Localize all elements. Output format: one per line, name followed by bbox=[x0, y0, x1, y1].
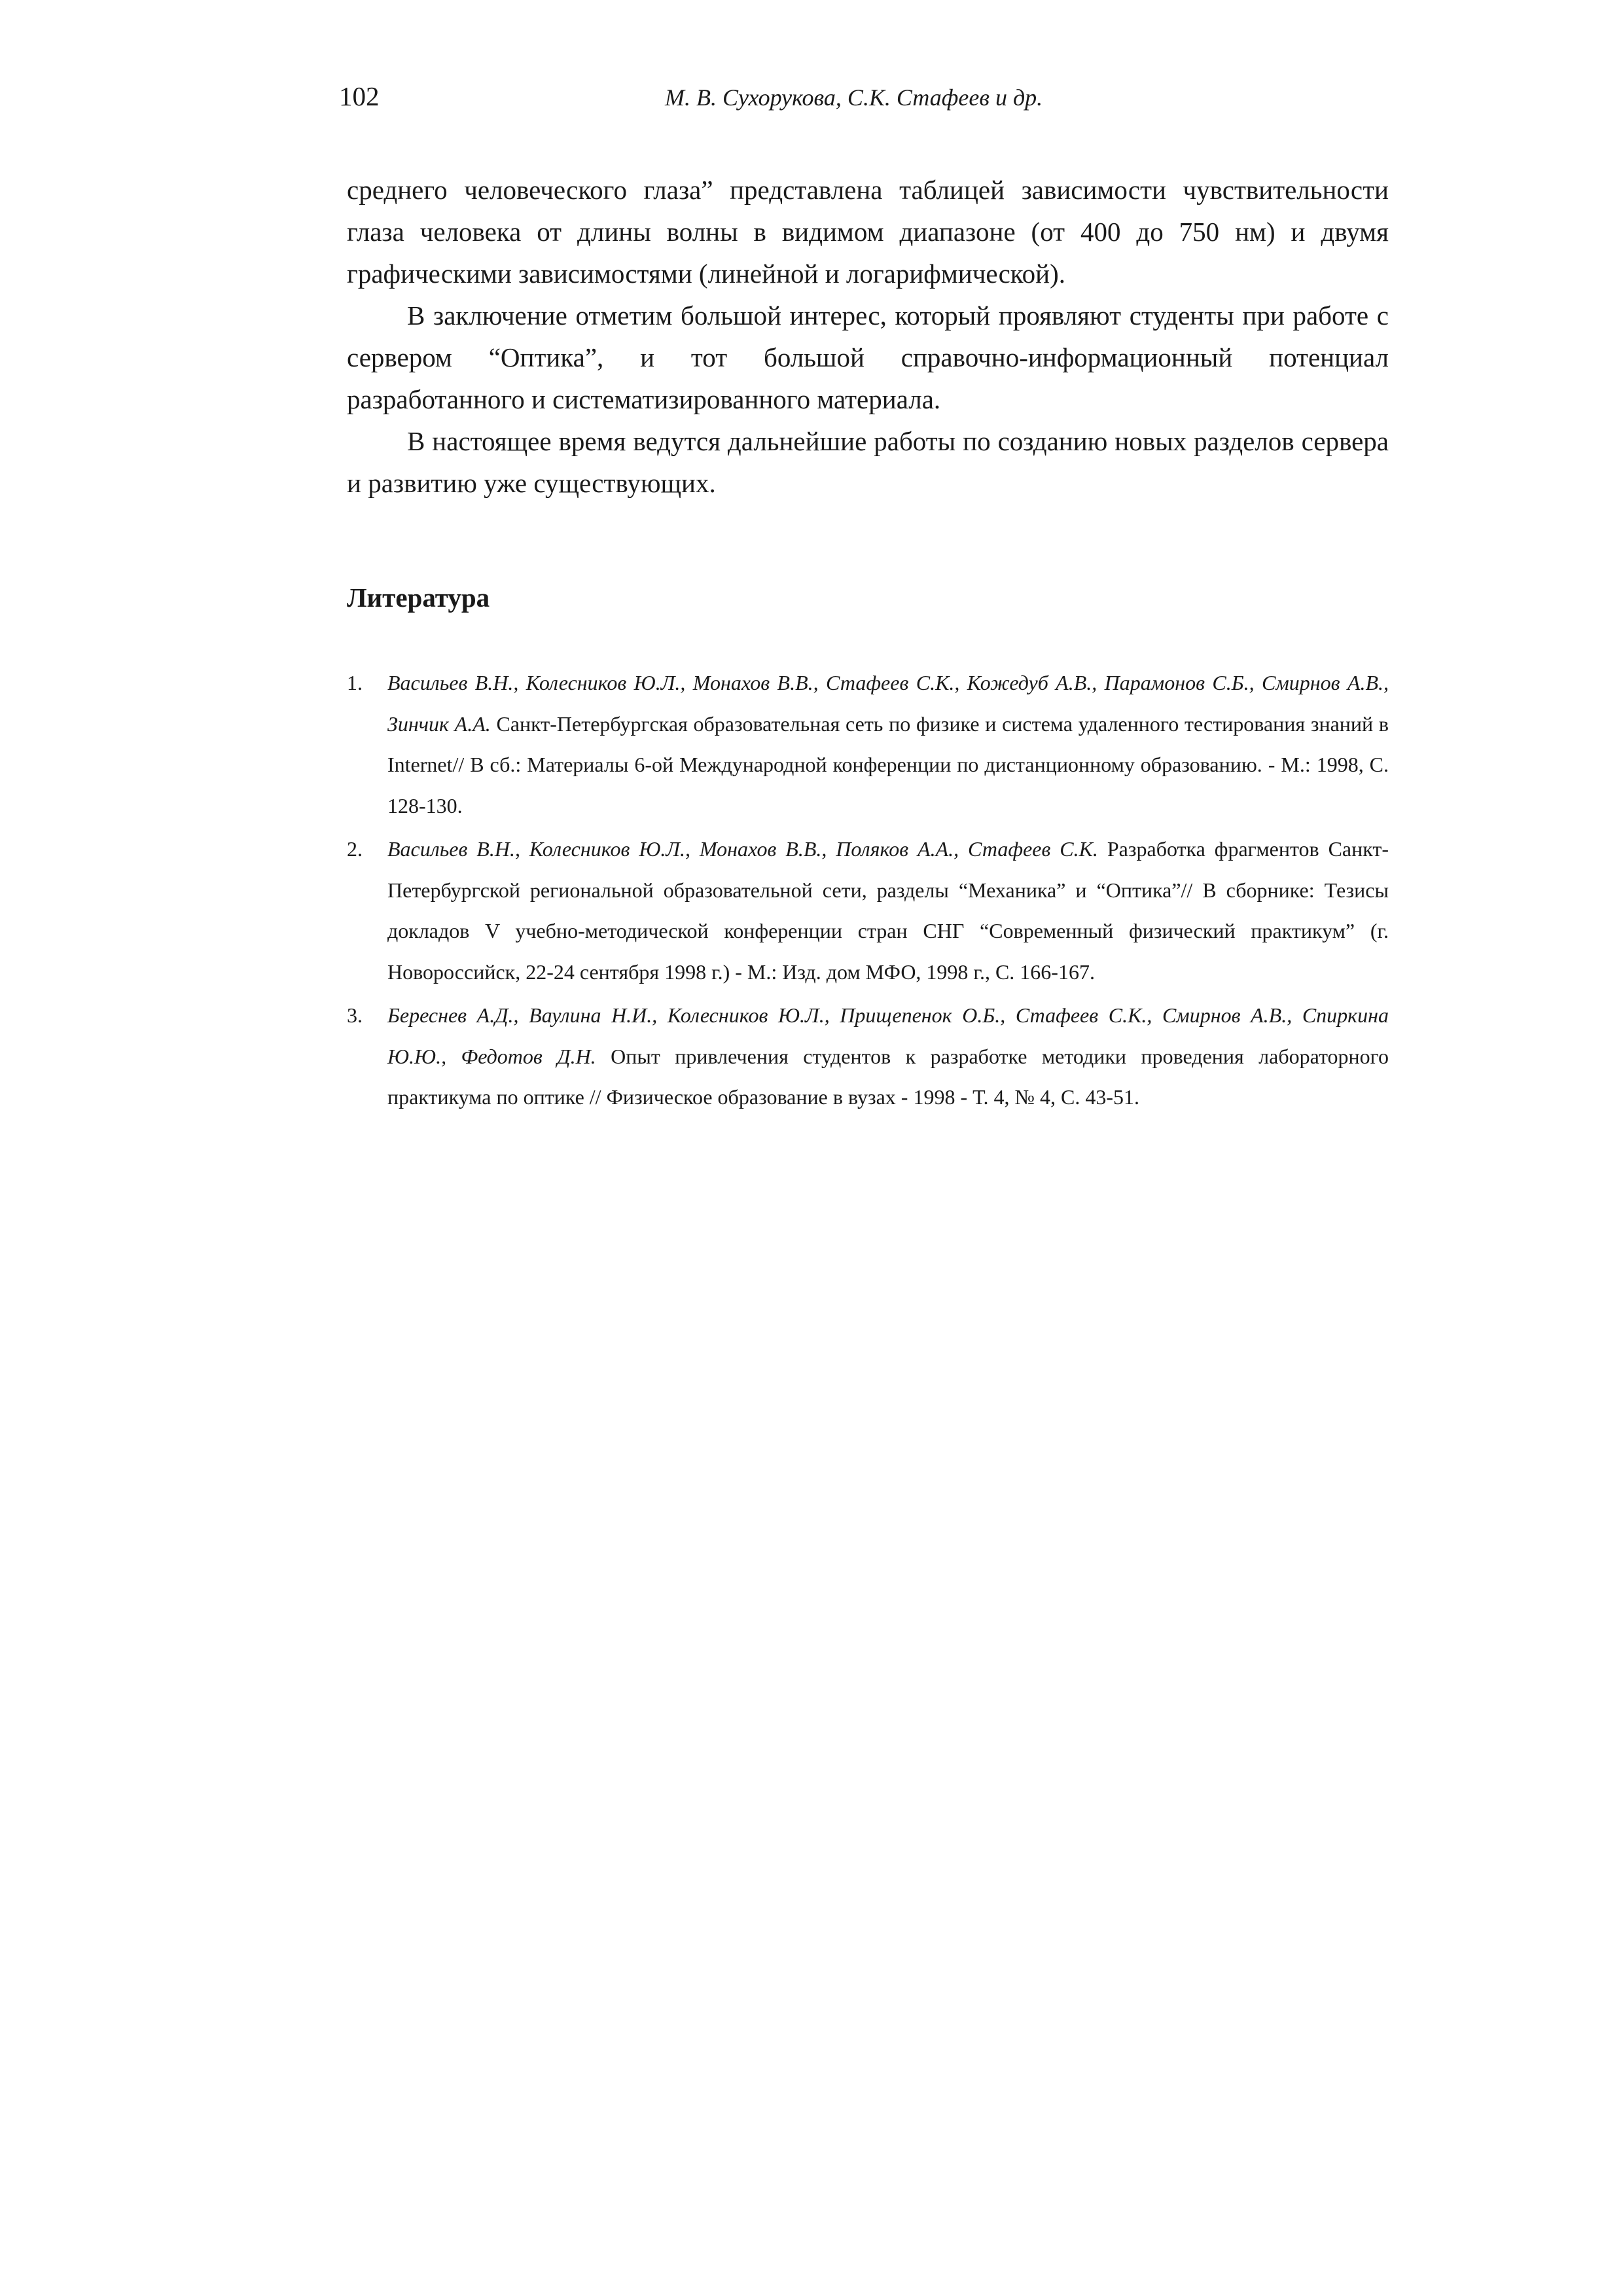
reference-authors: Васильев В.Н., Колесников Ю.Л., Монахов В.В., Стафеев С.К., Кожедуб А.В., Парамонов С.Б., Смирнов А.В., Зинчик А.А. bbox=[387, 671, 1389, 736]
reference-item bbox=[347, 662, 1389, 826]
reference-number: 1. bbox=[347, 671, 363, 694]
reference-authors: Васильев В.Н., Колесников Ю.Л., Монахов В.В., Поляков А.А., Стафеев С.К. bbox=[387, 837, 1098, 861]
body-text bbox=[347, 169, 1389, 504]
reference-number: 3. bbox=[347, 1003, 363, 1027]
body-paragraph: В настоящее время ведутся дальнейшие работы по созданию новых разделов сервера и развитию уже существующих. bbox=[347, 426, 1389, 498]
reference-authors: Береснев А.Д., Ваулина Н.И., Колесников Ю.Л., Прищепенок О.Б., Стафеев С.К., Смирнов А.В., Спиркина Ю.Ю., Федотов Д.Н. bbox=[387, 1003, 1389, 1068]
running-head: М. В. Сухорукова, С.К. Стафеев и др. bbox=[665, 84, 1043, 111]
page-number: 102 bbox=[339, 81, 380, 111]
references-heading: Литература bbox=[347, 583, 490, 613]
reference-text: Опыт привлечения студентов к разработке методики проведения лабораторного практикума по оптике // Физическое образование в вузах - 1998 - Т. 4, № 4, С. 43-51. bbox=[387, 1044, 1389, 1109]
body-paragraph: В заключение отметим большой интерес, который проявляют студенты при работе с сервером “Оптика”, и тот большой справочно-информационный потенциал разработанного и систематизированного материала. bbox=[347, 300, 1389, 414]
references-list bbox=[347, 662, 1389, 1121]
reference-text: Санкт-Петербургская образовательная сеть по физике и система удаленного тестирования знаний в Internet// В сб.: Материалы 6-ой Международной конференции по дистанционному образованию. - М.: 1998, С. 128-130. bbox=[387, 711, 1389, 817]
reference-number: 2. bbox=[347, 837, 363, 861]
reference-item bbox=[347, 995, 1389, 1118]
reference-text: Разработка фрагментов Санкт-Петербургской региональной образовательной сети, разделы “Механика” и “Оптика”// В сборнике: Тезисы докладов V учебно-методической конференции стран СНГ “Современный физический практикум” (г. Новороссийск, 22-24 сентября 1998 г.) - М.: Изд. дом МФО, 1998 г., С. 166-167. bbox=[387, 837, 1389, 984]
reference-item bbox=[347, 829, 1389, 992]
body-paragraph: среднего человеческого глаза” представлена таблицей зависимости чувствительности глаза человека от длины волны в видимом диапазоне (от 400 до 750 нм) и двумя графическими зависимостями (линейной и логарифмической). bbox=[347, 175, 1389, 289]
